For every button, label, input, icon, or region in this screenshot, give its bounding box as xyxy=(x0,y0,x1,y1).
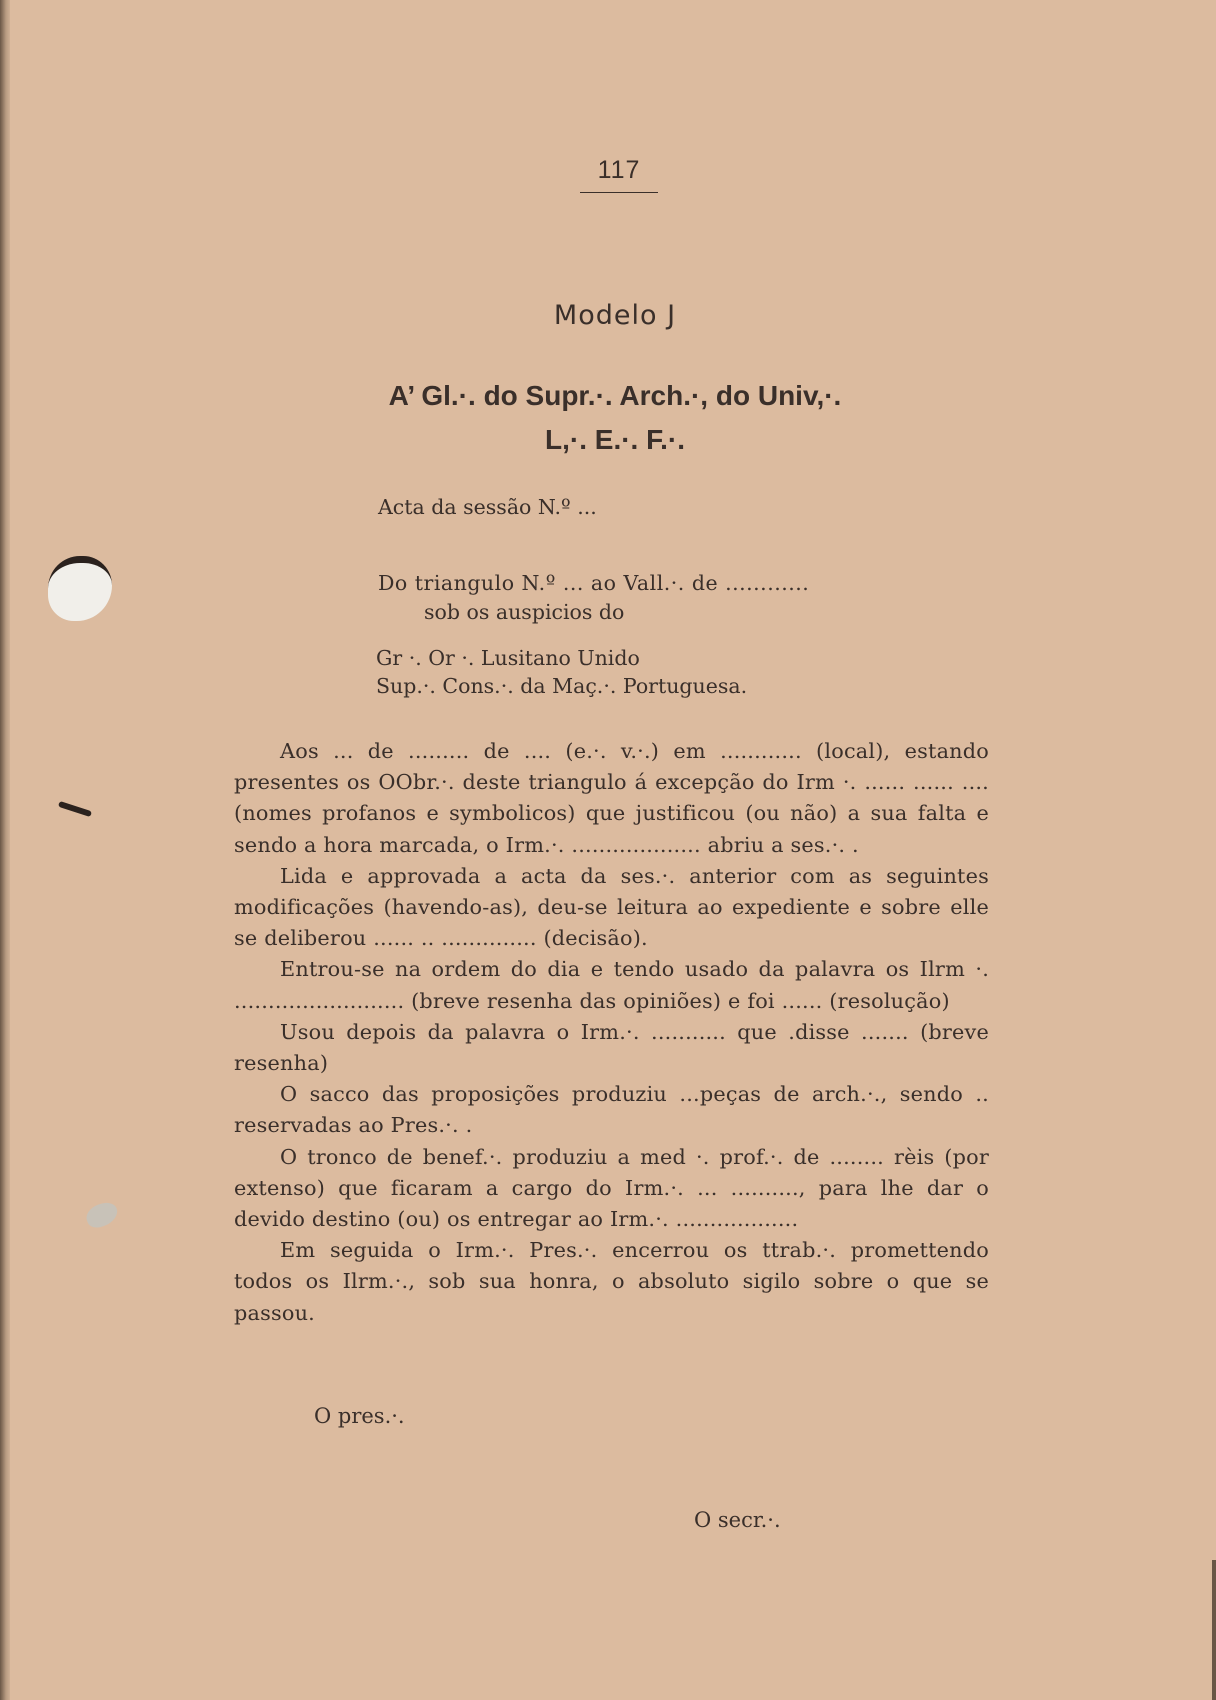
triangle-line: Do triangulo N.º ... ao Vall.·. de ............ xyxy=(378,571,810,595)
paragraph-speaker: Usou depois da palavra o Irm.·. ........... que .disse ....... (breve resenha) xyxy=(234,1019,989,1076)
minutes-body xyxy=(234,736,989,1329)
secretary-signature: O secr.·. xyxy=(694,1508,781,1532)
model-title: Modelo J xyxy=(553,300,677,331)
acta-title: Acta da sessão N.º ... xyxy=(378,495,597,519)
paragraph-proposals: O sacco das proposições produziu ...peças de arch.·., sendo .. reservadas ao Pres.·. . xyxy=(234,1082,989,1138)
invocation-heading xyxy=(380,374,850,462)
invocation-line-1: A’ Gl.·. do Supr.·. Arch.·, do Univ,·. xyxy=(388,380,842,411)
paragraph-order-of-day: Entrou-se na ordem do dia e tendo usado da palavra os Ilrm ·. ......................... (breve resenha das opiniões) e foi ...... (resolução) xyxy=(234,957,989,1013)
auspices-line: sob os auspicios do xyxy=(424,600,625,624)
page-number: 117 xyxy=(597,156,641,184)
page-binding-edge xyxy=(0,0,10,1700)
page-number-rule xyxy=(580,192,658,193)
council-line: Sup.·. Cons.·. da Maç.·. Portuguesa. xyxy=(376,674,748,698)
paragraph-closing: Em seguida o Irm.·. Pres.·. encerrou os ttrab.·. promettendo todos os Ilrm.·., sob sua honra, o absoluto sigilo sobre o que se passou. xyxy=(234,1238,989,1325)
paragraph-approval: Lida e approvada a acta da ses.·. anterior com as seguintes modificações (havendo-as), deu-se leitura ao expediente e sobre elle se deliberou ...... .. .............. (decisão). xyxy=(234,863,989,951)
invocation-line-2: L,·. E.·. F.·. xyxy=(545,424,685,455)
president-signature: O pres.·. xyxy=(314,1404,405,1428)
page-right-edge xyxy=(1212,1560,1216,1700)
paragraph-opening: Aos ... de ......... de .... (e.·. v.·.) em ............ (local), estando presentes os OObr.·. deste triangulo á excepção do Irm ·. ...... ...... .... (nomes profanos e symbolicos) que justificou (ou não) a sua falta e sendo a hora marcada, o Irm.·. ................... abriu a ses.·. . xyxy=(234,739,989,857)
paragraph-charity-trunk: O tronco de benef.·. produziu a med ·. prof.·. de ........ rèis (por extenso) que ficaram a cargo do Irm.·. ... .........., para lhe dar o devido destino (ou) os entregar ao Irm.·. .................. xyxy=(234,1144,989,1232)
orient-line: Gr ·. Or ·. Lusitano Unido xyxy=(376,646,640,670)
